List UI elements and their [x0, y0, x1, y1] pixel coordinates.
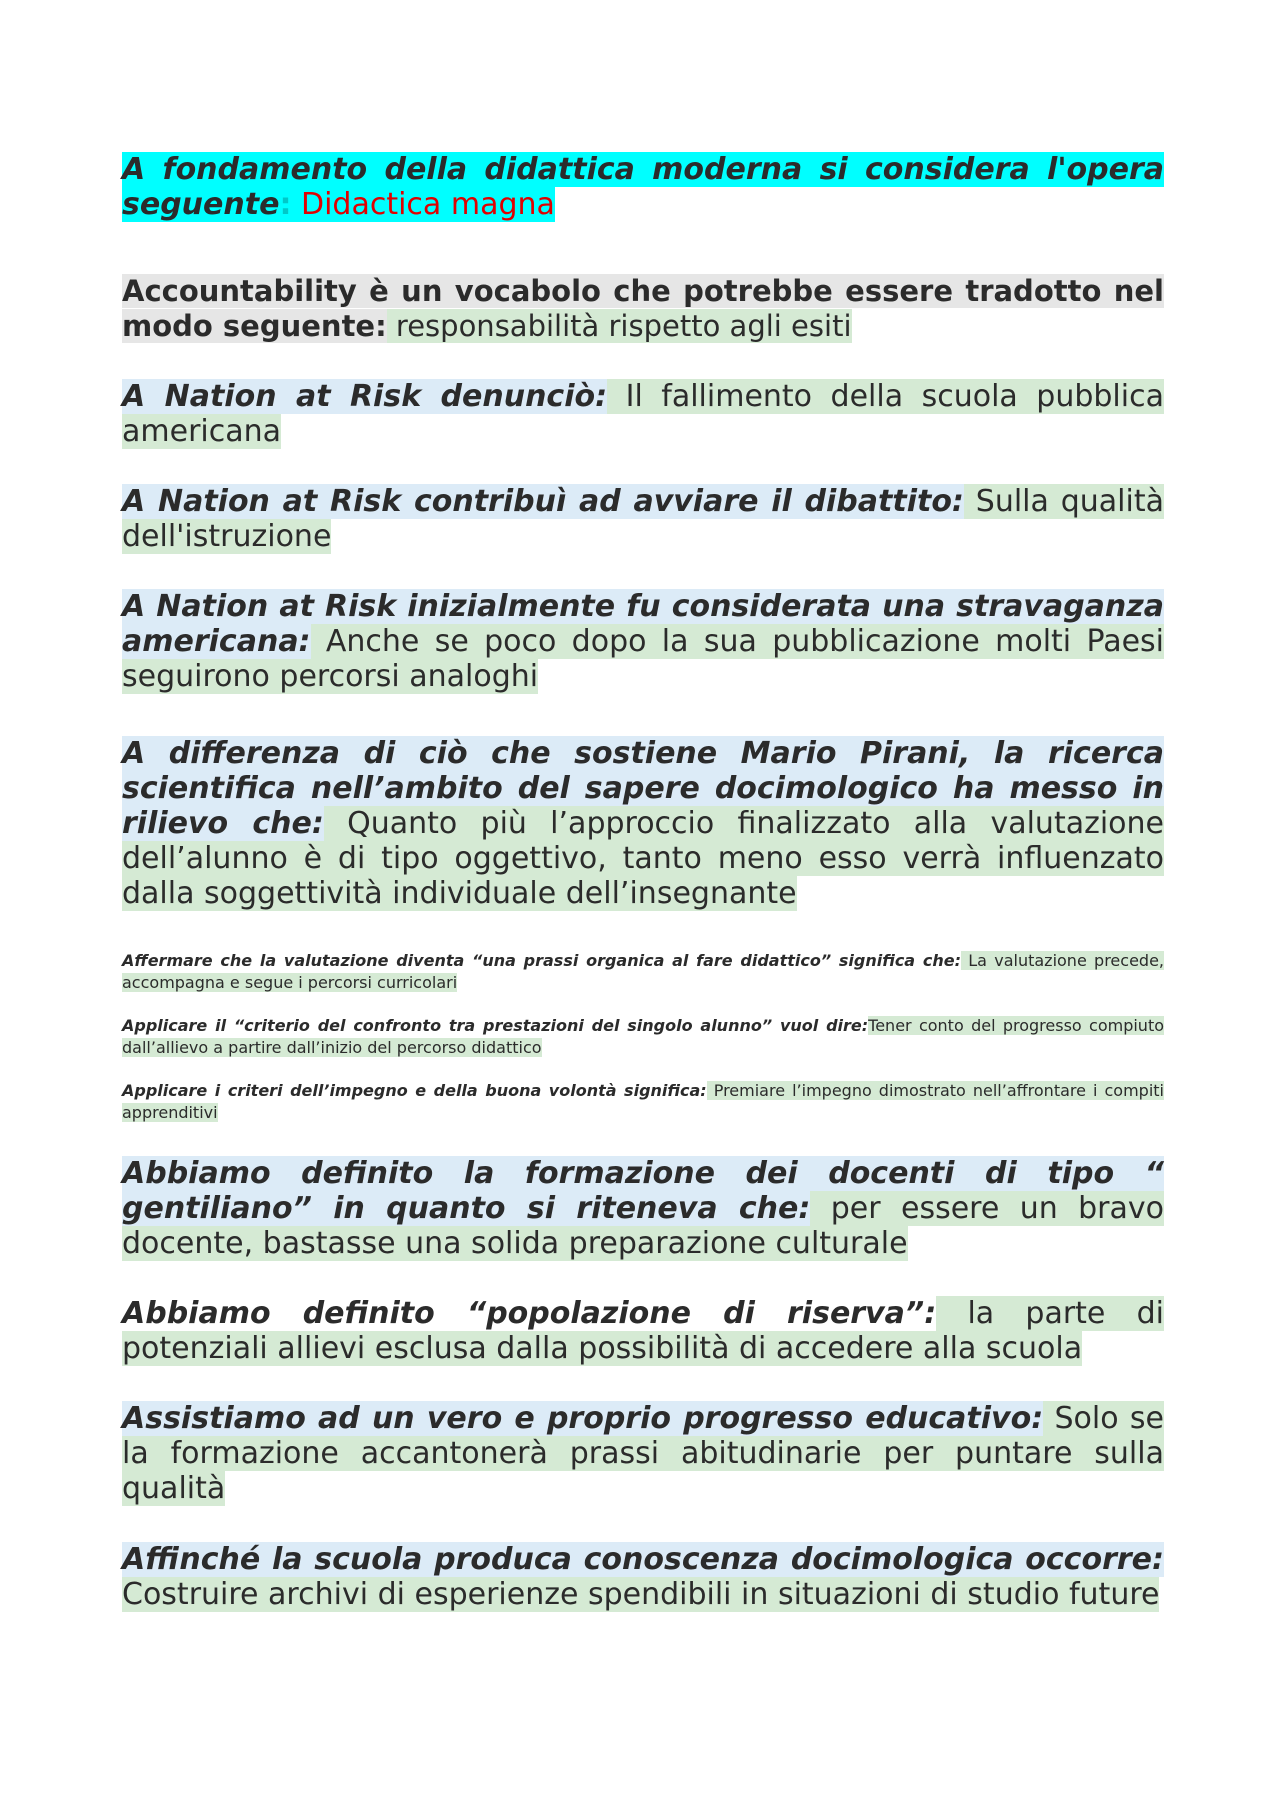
question-text: A differenza di ciò che sostiene Mario Pirani, la ricerca scientifica nell’ambito del sapere docimologico ha messo in rilievo che: — [122, 736, 1164, 841]
question-separator: : — [279, 187, 292, 222]
question-text: Applicare il “criterio del confronto tra prestazioni del singolo alunno” vuol dire: — [122, 1016, 869, 1035]
answer-text: Didactica magna — [291, 187, 555, 222]
qa-item-8 — [122, 1015, 1164, 1059]
answer-text: Sulla qualità dell'istruzione — [122, 484, 1164, 554]
question-text: Abbiamo definito la formazione dei docenti di tipo “ gentiliano” in quanto si riteneva che: — [122, 1156, 1164, 1226]
qa-item-10 — [122, 1156, 1164, 1261]
qa-item-9 — [122, 1080, 1164, 1124]
question-text: Abbiamo definito “popolazione di riserva”: — [122, 1296, 937, 1331]
answer-text: per essere un bravo docente, bastasse una solida preparazione culturale — [122, 1191, 1164, 1261]
answer-text: La valutazione precede, accompagna e segue i percorsi curricolari — [122, 951, 1165, 992]
qa-item-6 — [122, 736, 1164, 911]
answer-text: responsabilità rispetto agli esiti — [386, 309, 852, 343]
question-text: A Nation at Risk denunciò: — [122, 379, 608, 414]
qa-item-11 — [122, 1296, 1164, 1366]
qa-item-7 — [122, 950, 1164, 994]
question-text: Affermare che la valutazione diventa “una prassi organica al fare didattico” significa che: — [122, 951, 961, 970]
qa-item-5 — [122, 589, 1164, 694]
question-text: A Nation at Risk contribuì ad avviare il dibattito: — [122, 484, 964, 519]
answer-text: la parte di potenziali allievi esclusa dalla possibilità di accedere alla scuola — [122, 1296, 1164, 1366]
answer-text: Il fallimento della scuola pubblica americana — [122, 379, 1164, 449]
answer-text: Anche se poco dopo la sua pubblicazione molti Paesi seguirono percorsi analoghi — [122, 624, 1164, 694]
question-text: A fondamento della didattica moderna si considera l'opera seguente — [122, 152, 1164, 222]
question-text: A Nation at Risk inizialmente fu considerata una stravaganza americana: — [122, 589, 1164, 659]
answer-text: Costruire archivi di esperienze spendibili in situazioni di studio future — [122, 1577, 1160, 1612]
qa-item-12 — [122, 1401, 1164, 1506]
qa-item-1 — [122, 152, 1164, 222]
answer-text: Tener conto del progresso compiuto dall’allievo a partire dall’inizio del percorso didattico — [122, 1016, 1165, 1057]
qa-item-2 — [122, 274, 1164, 344]
qa-item-13 — [122, 1542, 1164, 1612]
question-text: Assistiamo ad un vero e proprio progresso educativo: — [122, 1401, 1044, 1436]
question-text: Applicare i criteri dell’impegno e della buona volontà significa: — [122, 1081, 707, 1100]
qa-item-3 — [122, 379, 1164, 449]
answer-text: Quanto più l’approccio finalizzato alla valutazione dell’alunno è di tipo oggettivo, tanto meno esso verrà influenzato dalla soggettività individuale dell’insegnante — [122, 806, 1164, 911]
question-text: Affinché la scuola produca conoscenza docimologica occorre: — [122, 1542, 1164, 1577]
answer-text: Solo se la formazione accantonerà prassi abitudinarie per puntare sulla qualità — [122, 1401, 1164, 1506]
qa-item-4 — [122, 484, 1164, 554]
question-text: Accountability è un vocabolo che potrebbe essere tradotto nel modo seguente: — [122, 274, 1164, 343]
answer-text: Premiare l’impegno dimostrato nell’affrontare i compiti apprenditivi — [122, 1081, 1164, 1122]
